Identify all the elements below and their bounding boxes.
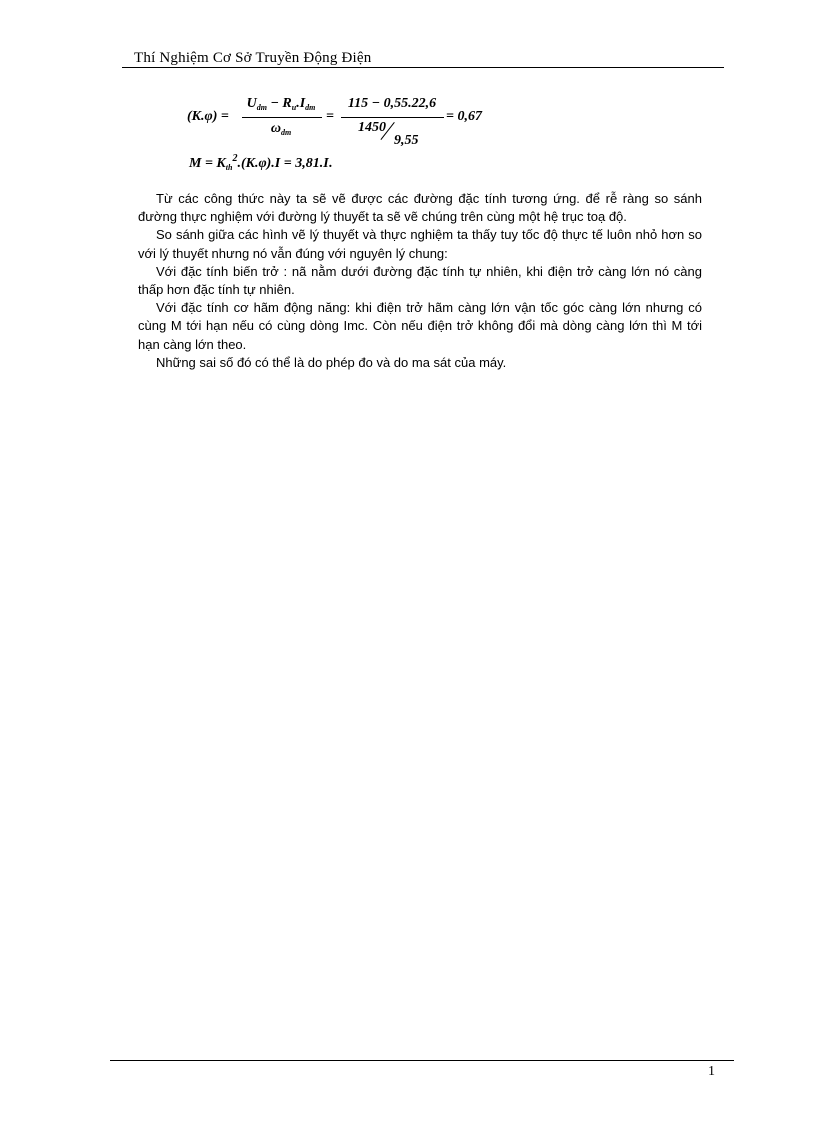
- formula-u-sub: dm: [256, 103, 267, 112]
- formula-kphi-lhs: (K.φ) =: [187, 109, 229, 124]
- footer-divider: [110, 1060, 734, 1061]
- formula-kphi-denominator: [240, 121, 322, 137]
- body-text: [138, 190, 702, 372]
- formula-omega-symbol: ω: [270, 121, 281, 136]
- formula-kphi-numerator: [240, 96, 322, 112]
- paragraph-4: Với đặc tính cơ hãm động năng: khi điện trở hãm càng lớn vận tốc góc càng lớn nhưng có cùng M tới hạn nếu có cùng dòng Imc. Còn nếu điện trở không đổi mà dòng càng lớn thì M tới hạn càng lớn theo.: [138, 300, 702, 352]
- header-divider: [122, 67, 724, 68]
- formula-r-sub: u: [291, 103, 297, 112]
- formula-numeric-numerator: 115 − 0,55.22,6: [347, 96, 437, 111]
- formula-torque-sup: 2: [232, 153, 238, 164]
- formula-den-value-a: 1450: [358, 120, 386, 135]
- formula-fraction-bar-2: [341, 117, 444, 118]
- paragraph-3: Với đặc tính biến trở : nã nằm dưới đường đặc tính tự nhiên, khi điện trở càng lớn nó càng thấp hơn đặc tính tự nhiên.: [138, 263, 702, 298]
- page-number: 1: [708, 1064, 715, 1079]
- formula-omega-sub: dm: [280, 128, 292, 137]
- formula-torque-end: .: [328, 156, 333, 171]
- formula-minus-r: − R: [266, 96, 292, 111]
- formula-i-symbol: .I: [296, 96, 306, 111]
- page-header-title: Thí Nghiệm Cơ Sở Truyền Động Điện: [134, 50, 372, 66]
- formula-equals-1: =: [326, 109, 334, 124]
- formula-torque-sub: th: [225, 163, 233, 172]
- paragraph-1: Từ các công thức này ta sẽ vẽ được các đường đặc tính tương ứng. để rễ ràng so sánh đường thực nghiệm với đường lý thuyết ta sẽ vẽ chúng trên cùng một hệ trục toạ độ.: [138, 191, 702, 225]
- formula-torque-rhs: .(K.φ).I = 3,81.I: [237, 156, 329, 171]
- formula-kphi-result: = 0,67: [446, 109, 482, 124]
- formula-i-sub: dm: [305, 103, 316, 112]
- formula-den-value-b: 9,55: [394, 133, 419, 148]
- paragraph-5: Những sai số đó có thể là do phép đo và do ma sát của máy.: [156, 354, 507, 370]
- paragraph-2: So sánh giữa các hình vẽ lý thuyết và thực nghiệm ta thấy tuy tốc độ thực tế luôn nhỏ hơn so với lý thuyết nhưng nó vẫn đúng với nguyên lý chung:: [138, 227, 702, 261]
- formula-u-symbol: U: [246, 96, 257, 111]
- formula-torque: [189, 153, 332, 172]
- formula-fraction-bar-1: [242, 117, 322, 118]
- formula-torque-lhs: M = K: [189, 156, 226, 171]
